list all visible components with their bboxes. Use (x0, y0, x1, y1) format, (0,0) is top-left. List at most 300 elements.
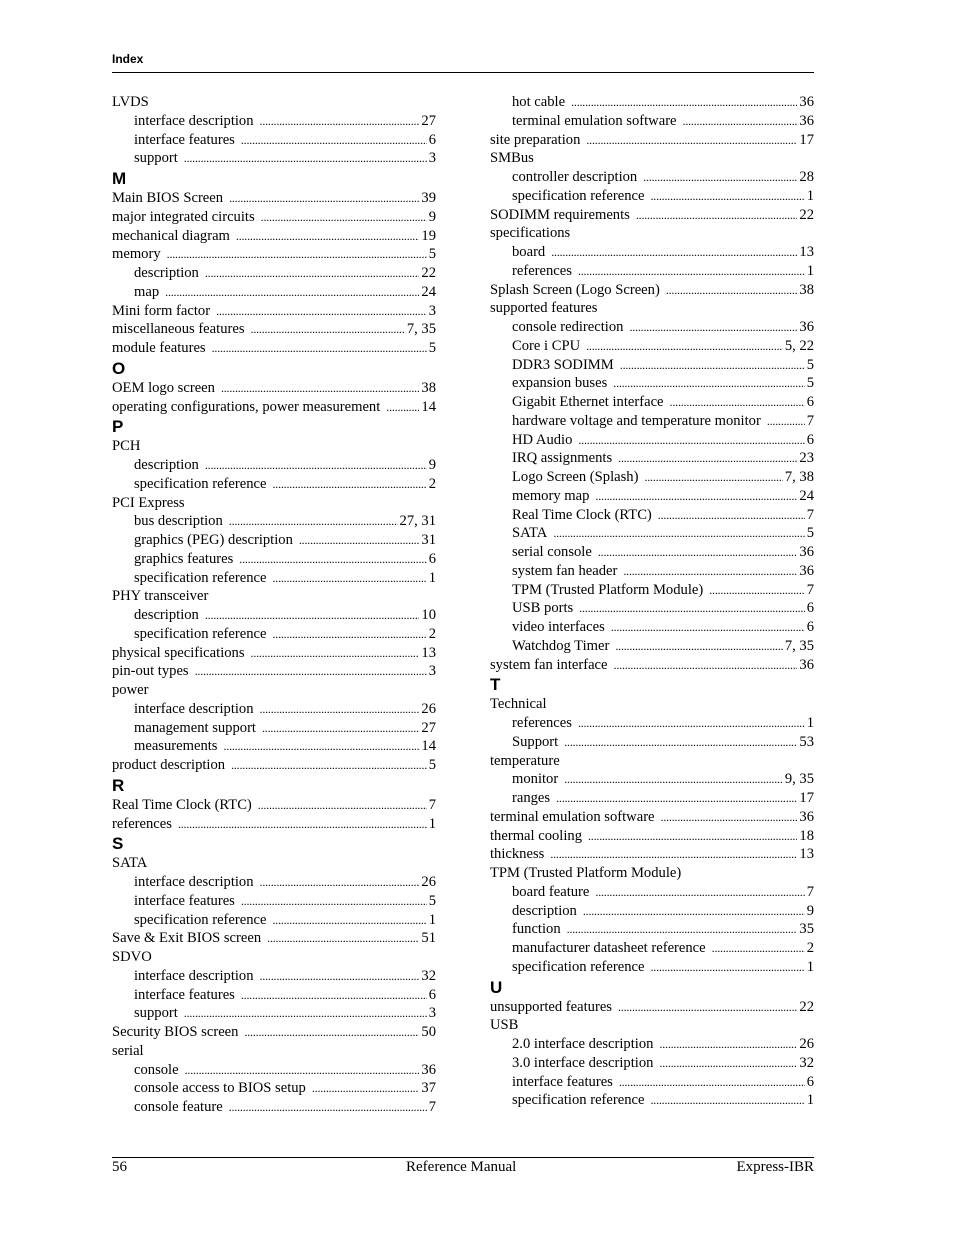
dot-leader (241, 986, 427, 1005)
index-term: PHY transceiver (112, 588, 209, 605)
header-rule (112, 72, 814, 73)
index-term: SMBus (490, 150, 534, 167)
index-page-ref: 1 (428, 815, 436, 832)
index-term: module features (112, 340, 206, 356)
dot-leader (553, 524, 804, 543)
dot-leader (709, 581, 804, 600)
index-subentry (490, 487, 814, 506)
index-page-ref: 7 (806, 412, 814, 429)
dot-leader (620, 356, 805, 375)
index-term: interface description (134, 112, 254, 129)
footer-page-number: 56 (112, 1159, 127, 1175)
dot-leader (178, 815, 427, 834)
index-page-ref: 6 (806, 600, 814, 617)
dot-leader (658, 506, 805, 525)
index-term: specification reference (134, 475, 267, 492)
index-term: specification reference (134, 625, 267, 642)
index-entry (490, 998, 814, 1017)
index-term: management support (134, 719, 256, 736)
index-page-ref: 27 (421, 112, 436, 129)
index-column-left (112, 93, 436, 1117)
index-subentry (112, 737, 436, 756)
index-term: Splash Screen (Logo Screen) (490, 281, 660, 298)
index-term: board (512, 244, 546, 260)
index-subentry (112, 550, 436, 569)
index-page-ref: 1 (806, 958, 814, 975)
index-subentry (490, 187, 814, 206)
index-term: interface features (134, 892, 235, 909)
dot-leader (583, 902, 805, 921)
index-subentry (490, 374, 814, 393)
dot-leader (205, 606, 420, 625)
header-title: Index (112, 52, 144, 66)
index-term: manufacturer datasheet reference (512, 940, 706, 956)
index-subentry (112, 149, 436, 168)
index-term: SATA (512, 525, 548, 542)
index-page-ref: 38 (799, 281, 814, 298)
index-term: Logo Screen (Splash) (512, 469, 639, 485)
index-page-ref: 9 (428, 457, 436, 473)
index-term: thermal cooling (490, 827, 582, 844)
dot-leader (386, 398, 419, 417)
index-page-ref: 7, 38 (784, 469, 814, 485)
index-entry (112, 302, 436, 321)
index-subentry (112, 967, 436, 986)
index-subentry (490, 637, 814, 656)
dot-leader (272, 569, 426, 588)
index-term: measurements (134, 738, 218, 755)
index-term: unsupported features (490, 998, 612, 1015)
dot-leader (221, 379, 419, 398)
index-term: terminal emulation software (512, 112, 677, 129)
index-term: 3.0 interface description (512, 1054, 654, 1071)
dot-leader (579, 599, 804, 618)
index-term: TPM (Trusted Platform Module) (512, 581, 704, 598)
index-page-ref: 18 (799, 827, 814, 844)
dot-leader (185, 1061, 420, 1080)
dot-leader (629, 318, 797, 337)
index-page-ref: 36 (799, 808, 814, 825)
index-page-ref: 35 (799, 921, 814, 938)
index-entry (490, 752, 814, 771)
dot-leader (260, 967, 420, 986)
index-subentry (112, 625, 436, 644)
dot-leader (564, 770, 783, 789)
index-page-ref: 22 (421, 265, 436, 281)
footer-manual-title: Reference Manual (406, 1159, 517, 1175)
index-page-ref: 2 (428, 625, 436, 642)
index-page-ref: 7 (806, 883, 814, 900)
index-subentry (112, 112, 436, 131)
index-page-ref: 22 (799, 998, 814, 1015)
index-term: board feature (512, 883, 590, 900)
index-entry (490, 1016, 814, 1035)
index-entry (490, 695, 814, 714)
dot-leader (586, 337, 783, 356)
dot-leader (551, 243, 797, 262)
index-entry (112, 948, 436, 967)
index-page-ref: 36 (799, 562, 814, 579)
index-entry (490, 845, 814, 864)
dot-leader (312, 1079, 420, 1098)
index-entry (112, 1042, 436, 1061)
index-page-ref: 6 (428, 131, 436, 148)
index-term: T (490, 675, 501, 695)
index-page-ref: 1 (806, 1092, 814, 1109)
index-entry (112, 1023, 436, 1042)
index-subentry (490, 733, 814, 752)
index-entry (112, 494, 436, 513)
dot-leader (231, 756, 427, 775)
index-term: PCI Express (112, 494, 185, 511)
dot-leader (260, 700, 420, 719)
index-subentry (490, 93, 814, 112)
dot-leader (643, 168, 797, 187)
index-page-ref: 2 (806, 940, 814, 956)
index-term: memory (112, 246, 161, 263)
index-page-ref: 7 (428, 796, 436, 813)
index-page-ref: 3 (428, 1005, 436, 1022)
index-term: video interfaces (512, 619, 605, 635)
dot-leader (578, 431, 804, 450)
index-page-ref: 6 (428, 986, 436, 1003)
dot-leader (588, 827, 797, 846)
index-page-ref: 5 (428, 340, 436, 356)
dot-leader (241, 892, 427, 911)
index-subentry (490, 599, 814, 618)
index-entry (112, 681, 436, 700)
index-entry (490, 149, 814, 168)
index-term: bus description (134, 513, 223, 530)
dot-leader (650, 1091, 804, 1110)
index-term: Watchdog Timer (512, 637, 610, 654)
index-term: IRQ assignments (512, 450, 613, 467)
index-page-ref: 5 (428, 757, 436, 773)
index-term: SDVO (112, 949, 152, 965)
index-page-ref: 6 (806, 394, 814, 410)
index-subentry (112, 131, 436, 150)
index-term: Main BIOS Screen (112, 190, 224, 206)
index-term: Security BIOS screen (112, 1024, 239, 1040)
dot-leader (571, 93, 797, 112)
index-page-ref: 7, 35 (406, 321, 436, 338)
dot-leader (670, 393, 805, 412)
index-subentry (490, 356, 814, 375)
index-letter-heading (112, 168, 436, 189)
dot-leader (578, 714, 805, 733)
dot-leader (644, 468, 782, 487)
index-entry (490, 808, 814, 827)
index-term: interface features (134, 131, 235, 148)
index-page-ref: 13 (799, 244, 814, 260)
dot-leader (272, 911, 426, 930)
index-term: TPM (Trusted Platform Module) (490, 865, 682, 881)
index-page-ref: 38 (421, 379, 436, 396)
dot-leader (618, 449, 797, 468)
index-subentry (112, 606, 436, 625)
dot-leader (650, 958, 804, 977)
index-term: HD Audio (512, 431, 573, 448)
dot-leader (223, 737, 419, 756)
index-entry (112, 227, 436, 246)
index-page-ref: 6 (806, 431, 814, 448)
index-page-ref: 13 (799, 846, 814, 863)
index-page-ref: 17 (799, 131, 814, 148)
index-term: memory map (512, 487, 590, 504)
dot-leader (556, 789, 797, 808)
index-subentry (112, 1079, 436, 1098)
dot-leader (611, 618, 805, 637)
dot-leader (167, 245, 427, 264)
index-term: U (490, 977, 503, 997)
index-term: major integrated circuits (112, 208, 255, 225)
dot-leader (578, 262, 805, 281)
index-term: references (512, 715, 572, 731)
index-page-ref: 1 (806, 715, 814, 731)
index-page-ref: 5 (806, 356, 814, 373)
index-page-ref: 36 (799, 319, 814, 335)
index-term: R (112, 775, 125, 795)
index-page-ref: 17 (799, 790, 814, 806)
index-page-ref: 6 (428, 550, 436, 567)
index-page-ref: 1 (428, 911, 436, 928)
index-subentry (490, 770, 814, 789)
dot-leader (205, 456, 427, 475)
dot-leader (251, 320, 405, 339)
index-entry (112, 379, 436, 398)
index-page-ref: 36 (799, 112, 814, 129)
index-subentry (112, 911, 436, 930)
index-entry (112, 929, 436, 948)
index-term: function (512, 921, 561, 938)
index-page-ref: 5 (428, 892, 436, 909)
index-page-ref: 3 (428, 150, 436, 167)
index-page-ref: 32 (421, 967, 436, 984)
index-page-ref: 13 (421, 644, 436, 661)
index-subentry (112, 1061, 436, 1080)
index-page-ref: 7 (806, 581, 814, 598)
index-term: support (134, 150, 178, 167)
index-entry (112, 662, 436, 681)
index-entry (112, 815, 436, 834)
dot-leader (205, 264, 420, 283)
index-term: references (112, 815, 172, 832)
index-subentry (112, 569, 436, 588)
index-entry (490, 131, 814, 150)
index-entry (112, 796, 436, 815)
index-page-ref: 9 (806, 902, 814, 919)
dot-leader (236, 227, 420, 246)
index-term: interface description (134, 874, 254, 890)
index-letter-heading (112, 358, 436, 379)
index-term: site preparation (490, 131, 581, 148)
dot-leader (272, 625, 426, 644)
index-subentry (490, 714, 814, 733)
dot-leader (619, 1073, 805, 1092)
index-term: OEM logo screen (112, 379, 215, 396)
index-page-ref: 5 (806, 525, 814, 542)
index-entry (490, 656, 814, 675)
index-subentry (490, 543, 814, 562)
index-page-ref: 14 (421, 738, 436, 755)
dot-leader (636, 206, 798, 225)
dot-leader (615, 637, 782, 656)
index-term: specification reference (134, 911, 267, 928)
index-term: P (112, 417, 124, 437)
index-subentry (490, 412, 814, 431)
index-term: physical specifications (112, 644, 245, 661)
index-term: description (512, 902, 577, 919)
index-subentry (490, 112, 814, 131)
index-letter-heading (112, 775, 436, 796)
index-entry (490, 827, 814, 846)
index-entry (112, 320, 436, 339)
dot-leader (261, 208, 427, 227)
index-page-ref: 32 (799, 1054, 814, 1071)
dot-leader (229, 189, 419, 208)
dot-leader (613, 374, 804, 393)
index-page-ref: 36 (799, 94, 814, 110)
index-term: supported features (490, 300, 598, 317)
index-subentry (490, 468, 814, 487)
index-term: Mini form factor (112, 302, 211, 319)
index-entry (112, 587, 436, 606)
index-subentry (490, 789, 814, 808)
dot-leader (595, 883, 804, 902)
index-term: Support (512, 733, 559, 750)
index-entry (112, 339, 436, 358)
index-page-ref: 7 (428, 1099, 436, 1115)
index-entry (112, 437, 436, 456)
index-entry (112, 398, 436, 417)
index-page-ref: 28 (799, 169, 814, 185)
index-subentry (490, 431, 814, 450)
index-page-ref: 26 (421, 700, 436, 717)
dot-leader (251, 644, 420, 663)
index-subentry (490, 1054, 814, 1073)
dot-leader (683, 112, 798, 131)
index-term: specification reference (512, 958, 645, 975)
index-term: miscellaneous features (112, 321, 245, 338)
index-subentry (490, 168, 814, 187)
index-subentry (490, 449, 814, 468)
index-term: SODIMM requirements (490, 206, 630, 223)
index-page-ref: 24 (421, 283, 436, 300)
dot-leader (618, 998, 797, 1017)
index-subentry (490, 618, 814, 637)
index-term: S (112, 834, 124, 854)
index-page-ref: 50 (421, 1024, 436, 1040)
index-subentry (112, 719, 436, 738)
index-page-ref: 5, 22 (784, 337, 814, 354)
dot-leader (299, 531, 420, 550)
index-page-ref: 2 (428, 475, 436, 492)
index-page-ref: 6 (806, 1073, 814, 1090)
index-page-ref: 24 (799, 487, 814, 504)
dot-leader (272, 475, 426, 494)
index-term: DDR3 SODIMM (512, 356, 614, 373)
index-term: M (112, 169, 127, 188)
index-term: hardware voltage and temperature monitor (512, 412, 761, 429)
index-page-ref: 51 (421, 930, 436, 947)
index-page-ref: 36 (799, 656, 814, 673)
index-page-ref: 1 (806, 262, 814, 279)
index-term: specification reference (512, 187, 645, 204)
index-term: console access to BIOS setup (134, 1080, 306, 1097)
dot-leader (260, 112, 420, 131)
dot-leader (550, 845, 797, 864)
index-term: serial console (512, 544, 592, 560)
dot-leader (767, 412, 805, 431)
index-entry (112, 245, 436, 264)
dot-leader (260, 873, 420, 892)
dot-leader (267, 929, 419, 948)
index-term: Save & Exit BIOS screen (112, 930, 262, 947)
index-page-ref: 37 (421, 1080, 436, 1097)
dot-leader (229, 512, 398, 531)
index-subentry (490, 524, 814, 543)
footer-product-name: Express-IBR (736, 1159, 814, 1175)
index-term: expansion buses (512, 375, 608, 392)
index-subentry (490, 506, 814, 525)
index-page-ref: 27, 31 (399, 513, 436, 530)
index-subentry (490, 958, 814, 977)
index-page-ref: 6 (806, 619, 814, 635)
index-page-ref: 26 (799, 1036, 814, 1052)
index-entry (112, 854, 436, 873)
index-subentry (490, 1035, 814, 1054)
index-term: terminal emulation software (490, 808, 655, 825)
index-page-ref: 26 (421, 874, 436, 890)
index-subentry (112, 1098, 436, 1117)
index-page-ref: 9 (428, 208, 436, 225)
index-term: map (134, 283, 160, 300)
index-term: product description (112, 757, 226, 773)
index-term: specification reference (134, 569, 267, 586)
index-subentry (490, 883, 814, 902)
index-term: interface features (512, 1073, 613, 1090)
dot-leader (623, 562, 797, 581)
index-subentry (112, 531, 436, 550)
index-term: Technical (490, 696, 547, 713)
index-term: temperature (490, 752, 560, 769)
index-subentry (112, 892, 436, 911)
index-term: power (112, 682, 149, 698)
index-subentry (490, 318, 814, 337)
index-page-ref: 9, 35 (784, 771, 814, 788)
dot-leader (241, 131, 427, 150)
index-page-ref: 10 (421, 607, 436, 623)
index-entry (112, 93, 436, 112)
index-entry (112, 208, 436, 227)
index-term: graphics (PEG) description (134, 532, 293, 548)
dot-leader (212, 339, 427, 358)
index-letter-heading (490, 674, 814, 695)
index-page-ref: 31 (421, 532, 436, 548)
index-term: console feature (134, 1099, 223, 1115)
index-page-ref: 22 (799, 206, 814, 223)
index-subentry (490, 920, 814, 939)
index-term: Gigabit Ethernet interface (512, 394, 664, 410)
dot-leader (659, 1035, 797, 1054)
index-term: Core i CPU (512, 337, 581, 354)
index-entry (490, 864, 814, 883)
index-page-ref: 5 (428, 246, 436, 263)
index-subentry (112, 1004, 436, 1023)
dot-leader (659, 1054, 797, 1073)
dot-leader (564, 733, 797, 752)
index-entry (490, 299, 814, 318)
